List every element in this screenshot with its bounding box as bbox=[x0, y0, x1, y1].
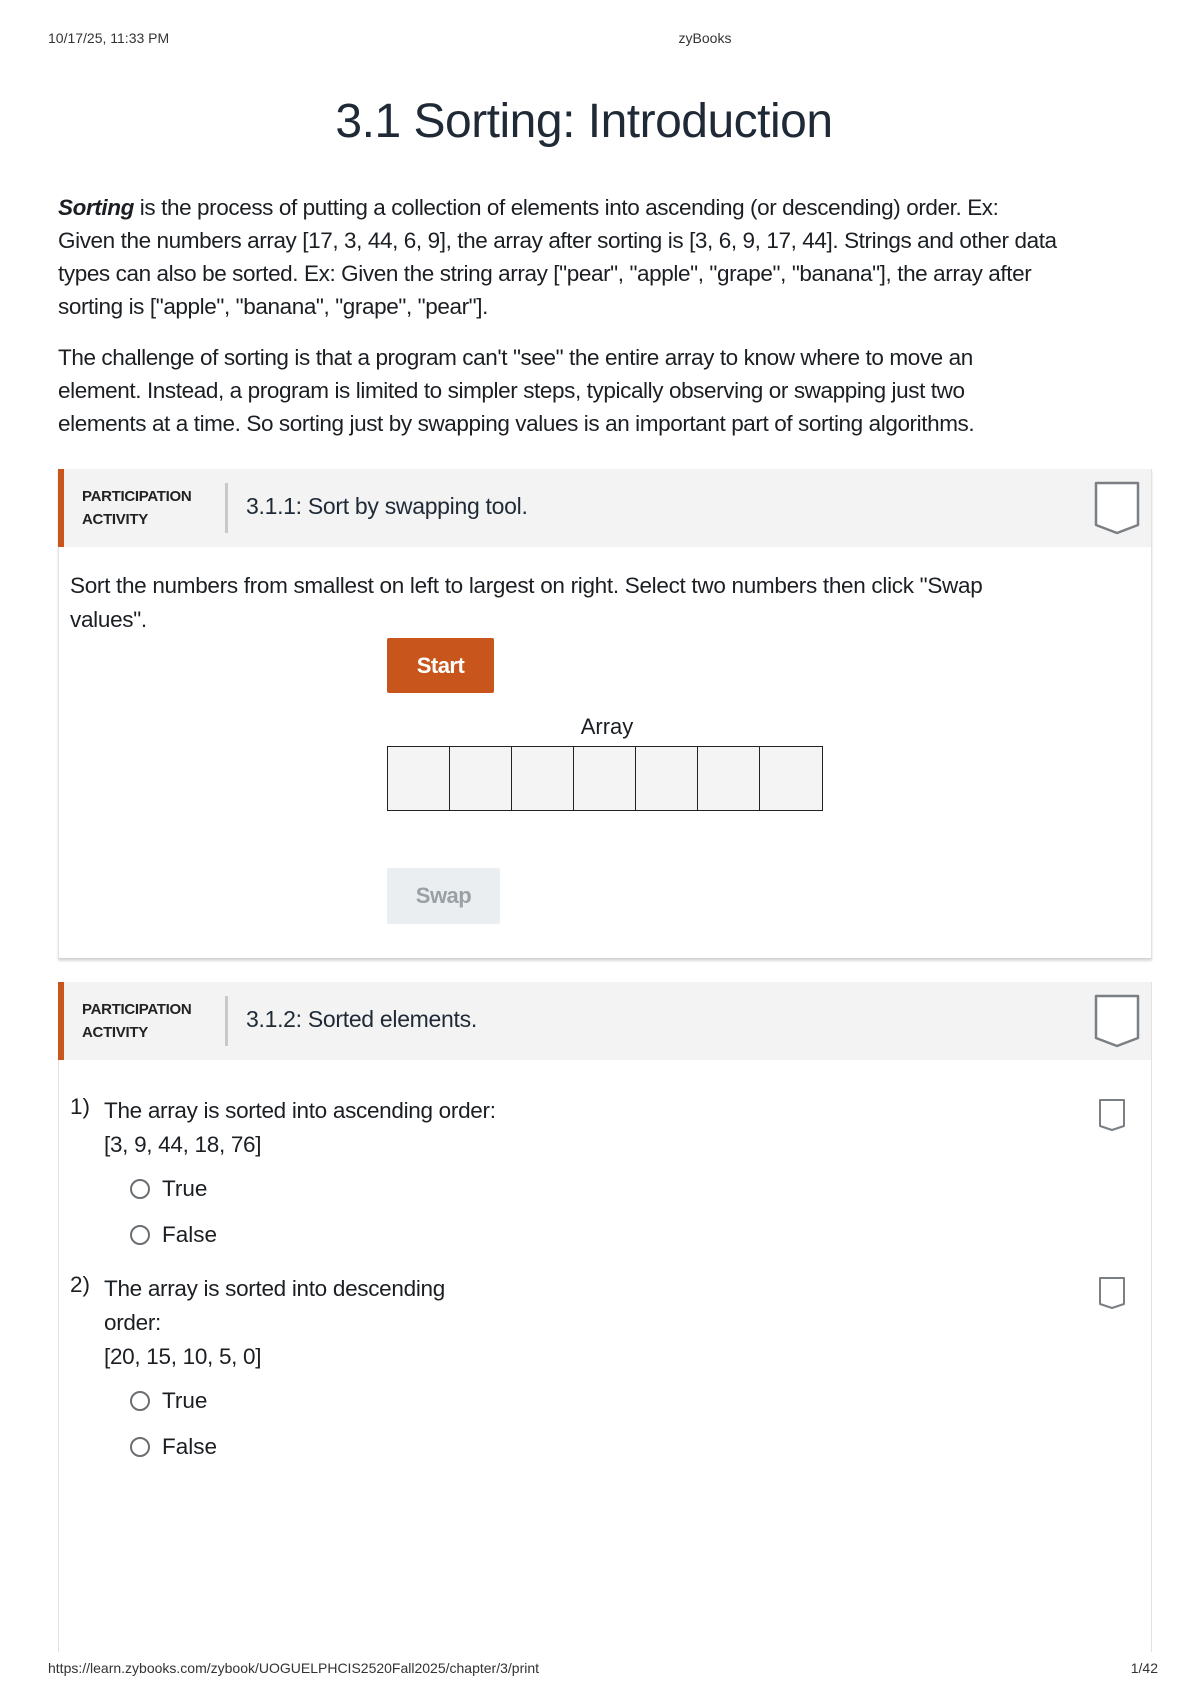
challenge-line-3: elements at a time. So sorting just by swapping values is an important part of sorting algorithms. bbox=[58, 411, 975, 436]
completion-chevron-icon bbox=[1094, 994, 1140, 1048]
option-label: True bbox=[162, 1176, 208, 1201]
option-label: False bbox=[162, 1434, 218, 1459]
intro-line-3: types can also be sorted. Ex: Given the string array ["pear", "apple", "grape", "banana"], the array after bbox=[58, 261, 1032, 286]
radio-icon[interactable] bbox=[130, 1391, 150, 1411]
page-title: 3.1 Sorting: Introduction bbox=[335, 95, 833, 148]
array-cell[interactable] bbox=[512, 747, 574, 810]
question-text bbox=[104, 1094, 504, 1162]
activity-title: 3.1.1: Sort by swapping tool. bbox=[246, 493, 528, 519]
option-label: True bbox=[162, 1388, 208, 1413]
page-number: 1/42 bbox=[1130, 1660, 1158, 1676]
question-text-line: order: bbox=[104, 1310, 161, 1335]
activity-type-label bbox=[82, 998, 191, 1044]
question-number: 1) bbox=[70, 1094, 91, 1119]
question-completion-icon bbox=[1098, 1098, 1126, 1132]
print-date: 10/17/25, 11:33 PM bbox=[48, 30, 170, 46]
intro-line-1: is the process of putting a collection of elements into ascending (or descending) order. Ex: bbox=[133, 195, 999, 220]
activity-header bbox=[58, 982, 1151, 1060]
print-header bbox=[0, 30, 1200, 50]
array-cell[interactable] bbox=[636, 747, 698, 810]
intro-line-4: sorting is ["apple", "banana", "grape", "pear"]. bbox=[58, 294, 488, 319]
question-number: 2) bbox=[70, 1272, 91, 1297]
question-text-line: The array is sorted into ascending order: bbox=[104, 1098, 496, 1123]
question-text bbox=[104, 1272, 504, 1374]
array-label: Array bbox=[580, 714, 634, 739]
activity-instructions bbox=[70, 569, 1130, 637]
option-false[interactable] bbox=[130, 1220, 217, 1250]
activity-title: 3.1.2: Sorted elements. bbox=[246, 1006, 477, 1032]
activity-type-line-1: PARTICIPATION bbox=[82, 488, 192, 505]
intro-line-2: Given the numbers array [17, 3, 44, 6, 9], the array after sorting is [3, 6, 9, 17, 44]. Strings and other data bbox=[58, 228, 1057, 253]
completion-chevron-icon bbox=[1094, 481, 1140, 535]
challenge-line-1: The challenge of sorting is that a program can't "see" the entire array to know where to move an bbox=[58, 345, 973, 370]
radio-icon[interactable] bbox=[130, 1225, 150, 1245]
option-true[interactable] bbox=[130, 1386, 207, 1416]
question-text-line: The array is sorted into descending bbox=[104, 1276, 445, 1301]
array-cell[interactable] bbox=[698, 747, 760, 810]
challenge-line-2: element. Instead, a program is limited to simpler steps, typically observing or swapping just two bbox=[58, 378, 965, 403]
print-footer bbox=[0, 1660, 1200, 1680]
instructions-line-1: Sort the numbers from smallest on left to largest on right. Select two numbers then click "Swap bbox=[70, 573, 983, 598]
activity-header bbox=[58, 469, 1151, 547]
start-button[interactable]: Start bbox=[387, 638, 494, 693]
print-site-name: zyBooks bbox=[678, 30, 732, 46]
activity-type-label bbox=[82, 485, 191, 531]
array-cells bbox=[387, 746, 823, 811]
activity-type-line-2: ACTIVITY bbox=[82, 1024, 148, 1041]
participation-activity-sort-tool bbox=[58, 469, 1152, 959]
question-text-line: [20, 15, 10, 5, 0] bbox=[104, 1344, 262, 1369]
option-false[interactable] bbox=[130, 1432, 217, 1462]
array-cell[interactable] bbox=[388, 747, 450, 810]
sorting-term: Sorting bbox=[58, 195, 134, 220]
array-cell[interactable] bbox=[760, 747, 822, 810]
question-text-line: [3, 9, 44, 18, 76] bbox=[104, 1132, 262, 1157]
challenge-paragraph bbox=[58, 341, 1158, 440]
array-cell[interactable] bbox=[574, 747, 636, 810]
radio-icon[interactable] bbox=[130, 1179, 150, 1199]
radio-icon[interactable] bbox=[130, 1437, 150, 1457]
header-divider bbox=[225, 483, 228, 533]
option-true[interactable] bbox=[130, 1174, 207, 1204]
activity-type-line-2: ACTIVITY bbox=[82, 511, 148, 528]
activity-type-line-1: PARTICIPATION bbox=[82, 1001, 192, 1018]
instructions-line-2: values". bbox=[70, 607, 147, 632]
intro-paragraph bbox=[58, 191, 1158, 323]
swap-button[interactable]: Swap bbox=[387, 868, 500, 924]
participation-activity-sorted-elements bbox=[58, 982, 1152, 1652]
print-url: https://learn.zybooks.com/zybook/UOGUELPHCIS2520Fall2025/chapter/3/print bbox=[48, 1660, 540, 1676]
question-completion-icon bbox=[1098, 1276, 1126, 1310]
array-cell[interactable] bbox=[450, 747, 512, 810]
header-divider bbox=[225, 996, 228, 1046]
option-label: False bbox=[162, 1222, 218, 1247]
